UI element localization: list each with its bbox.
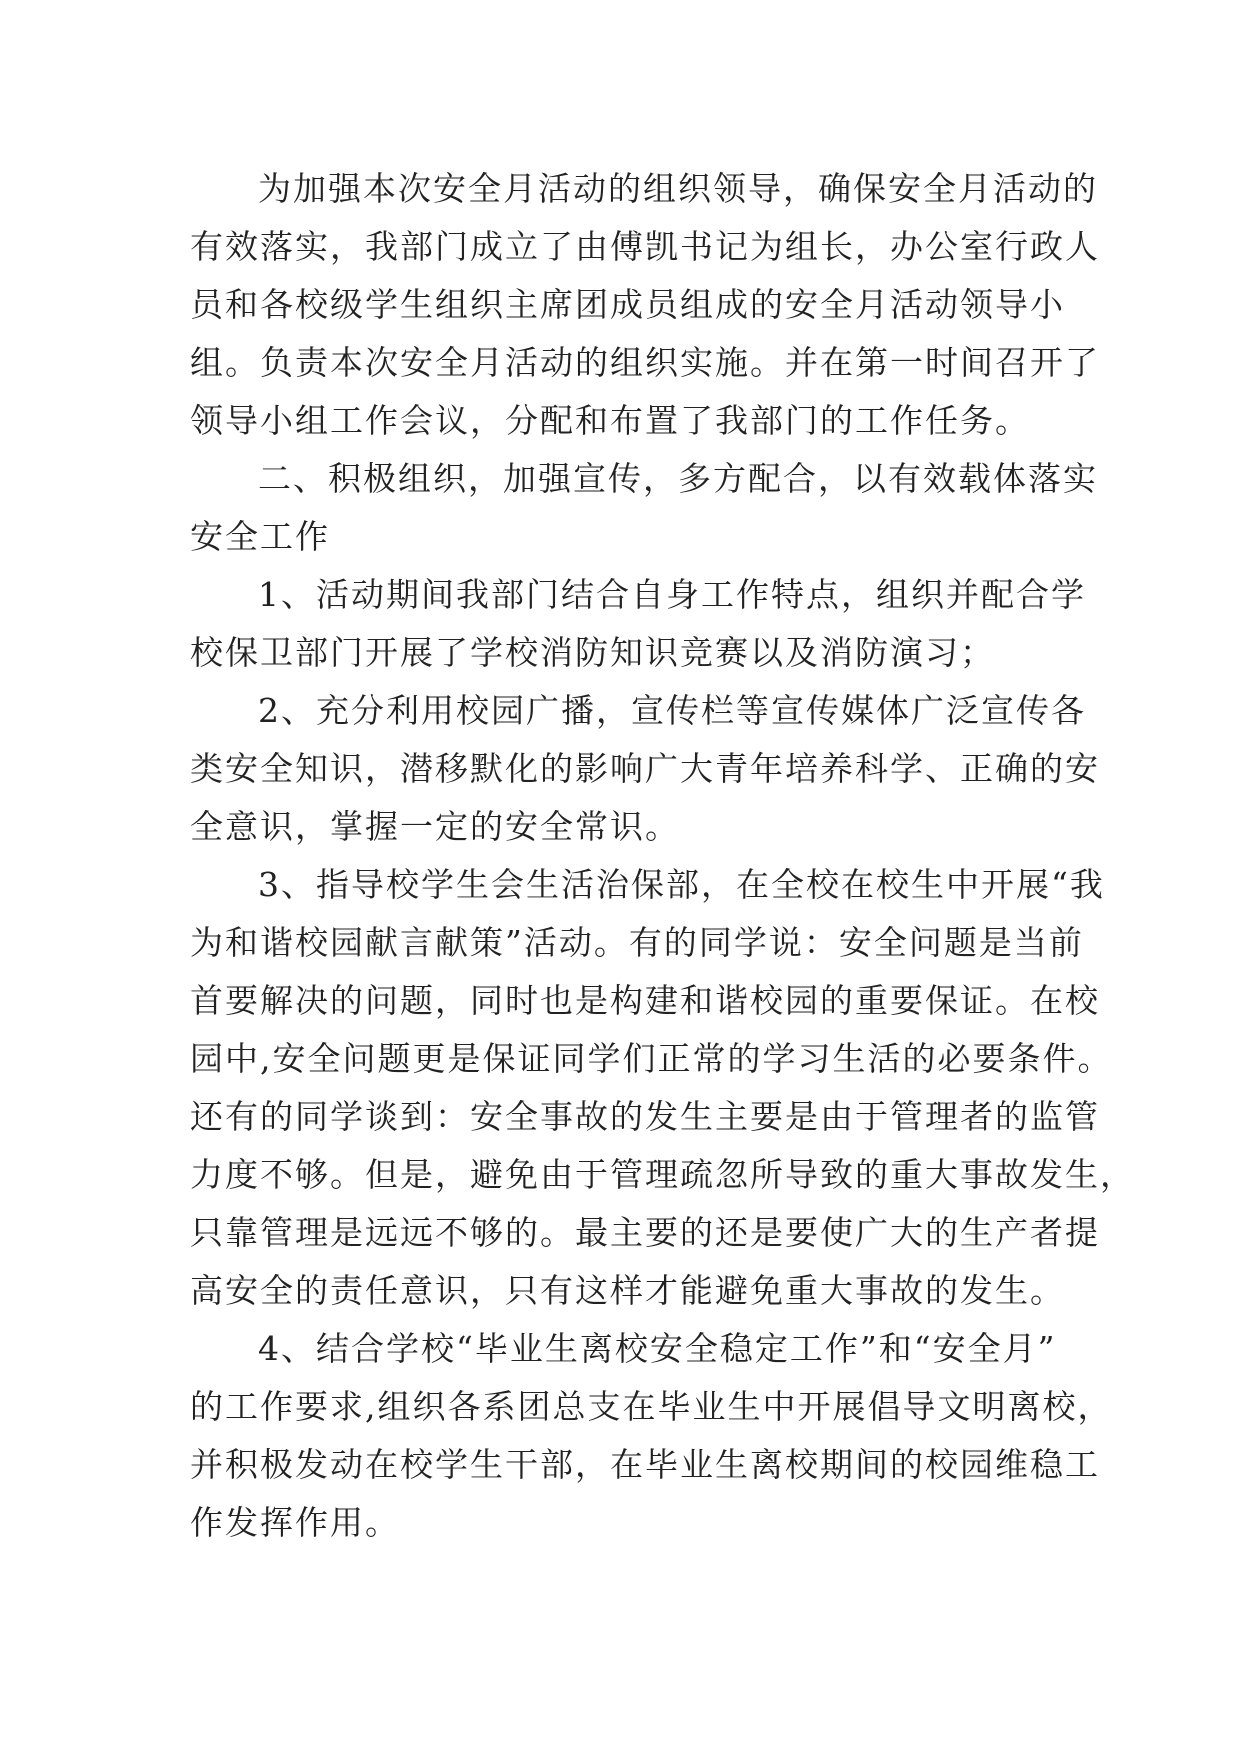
text-line: 为和谐校园献言献策”活动。有的同学说：安全问题是当前: [190, 923, 1084, 962]
section-heading-2: [190, 450, 1098, 566]
text-line: 有效落实，我部门成立了由傅凯书记为组长，办公室行政人: [190, 227, 1100, 266]
text-line: 首要解决的问题，同时也是构建和谐校园的重要保证。在校: [190, 981, 1100, 1020]
paragraph-leadership: [190, 160, 1100, 450]
text-line: 的工作要求,组织各系团总支在毕业生中开展倡导文明离校，: [190, 1387, 1113, 1426]
text-line: 2、充分利用校园广播，宣传栏等宣传媒体广泛宣传各: [258, 691, 1086, 730]
list-item-3: [190, 856, 1135, 1320]
list-item-2: [190, 682, 1100, 856]
text-line: 组。负责本次安全月活动的组织实施。并在第一时间召开了: [190, 343, 1100, 382]
text-line: 力度不够。但是，避免由于管理疏忽所导致的重大事故发生，: [190, 1155, 1135, 1194]
text-line: 类安全知识，潜移默化的影响广大青年培养科学、正确的安: [190, 749, 1100, 788]
text-line: 为加强本次安全月活动的组织领导，确保安全月活动的: [258, 169, 1098, 208]
text-line: 作发挥作用。: [190, 1503, 400, 1542]
heading-line: 安全工作: [190, 517, 330, 556]
text-line: 高安全的责任意识，只有这样才能避免重大事故的发生。: [190, 1271, 1065, 1310]
list-item-1: [190, 566, 1086, 682]
text-line: 领导小组工作会议，分配和布置了我部门的工作任务。: [190, 401, 1030, 440]
heading-line: 二、积极组织，加强宣传，多方配合，以有效载体落实: [258, 459, 1098, 498]
list-item-4: [190, 1320, 1113, 1552]
document-body: [190, 160, 1135, 1552]
text-line: 全意识，掌握一定的安全常识。: [190, 807, 680, 846]
text-line: 校保卫部门开展了学校消防知识竞赛以及消防演习；: [190, 633, 995, 672]
text-line: 只靠管理是远远不够的。最主要的还是要使广大的生产者提: [190, 1213, 1100, 1252]
text-line: 3、指导校学生会生活治保部，在全校在校生中开展“我: [258, 865, 1105, 904]
text-line: 并积极发动在校学生干部，在毕业生离校期间的校园维稳工: [190, 1445, 1100, 1484]
text-line: 还有的同学谈到：安全事故的发生主要是由于管理者的监管: [190, 1097, 1100, 1136]
text-line: 员和各校级学生组织主席团成员组成的安全月活动领导小: [190, 285, 1065, 324]
text-line: 1、活动期间我部门结合自身工作特点，组织并配合学: [258, 575, 1086, 614]
text-line: 4、结合学校“毕业生离校安全稳定工作”和“安全月”: [258, 1329, 1057, 1368]
text-line: 园中,安全问题更是保证同学们正常的学习生活的必要条件。: [190, 1039, 1113, 1078]
